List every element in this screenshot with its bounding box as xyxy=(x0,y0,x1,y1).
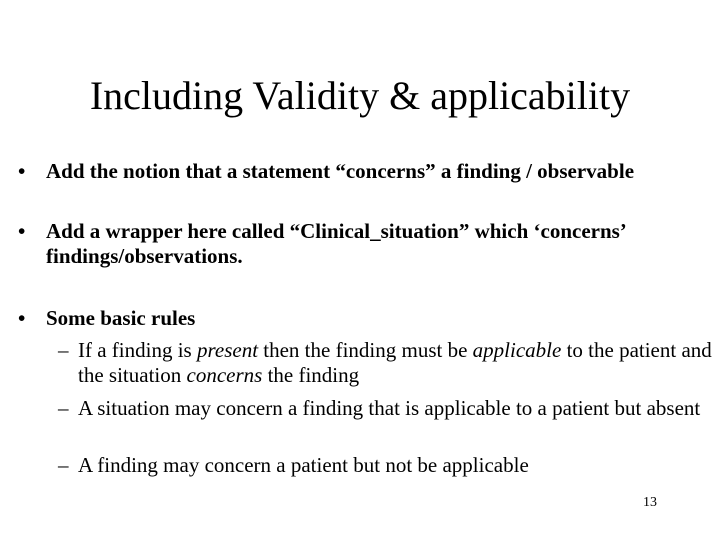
sub-bullet-marker: – xyxy=(58,453,69,477)
text-run: If a finding is xyxy=(78,338,197,362)
sub-bullet-text: A situation may concern a finding that is applicable to a patient but absent xyxy=(78,396,701,420)
sub-bullet-marker: – xyxy=(58,396,69,420)
bullet-item xyxy=(18,219,718,269)
sub-bullet-text: A finding may concern a patient but not be applicable xyxy=(78,453,529,477)
text-run: the finding xyxy=(262,363,360,387)
sub-bullet-item xyxy=(58,338,718,388)
bullet-text: Some basic rules xyxy=(46,306,196,330)
text-run: to the patient and the situation xyxy=(78,338,712,387)
sub-bullet-text xyxy=(78,338,718,388)
bullet-text: Add a wrapper here called “Clinical_situation” which ‘concerns’ findings/observations. xyxy=(46,219,626,268)
slide-title: Including Validity & applicability xyxy=(89,73,631,118)
sub-bullet-marker: – xyxy=(58,338,69,362)
emphasis-concerns: concerns xyxy=(186,363,263,387)
bullet-marker: • xyxy=(18,306,26,330)
emphasis-present: present xyxy=(196,338,259,362)
bullet-text: Add the notion that a statement “concerns” a finding / observable xyxy=(46,159,635,183)
bullet-item xyxy=(18,159,718,184)
text-run: then the finding must be xyxy=(258,338,473,362)
sub-bullet-item xyxy=(58,453,718,478)
bullet-item xyxy=(18,306,718,331)
sub-bullet-item xyxy=(58,396,718,421)
page-number: 13 xyxy=(643,495,657,510)
emphasis-applicable: applicable xyxy=(472,338,562,362)
bullet-marker: • xyxy=(18,219,26,243)
bullet-marker: • xyxy=(18,159,26,183)
